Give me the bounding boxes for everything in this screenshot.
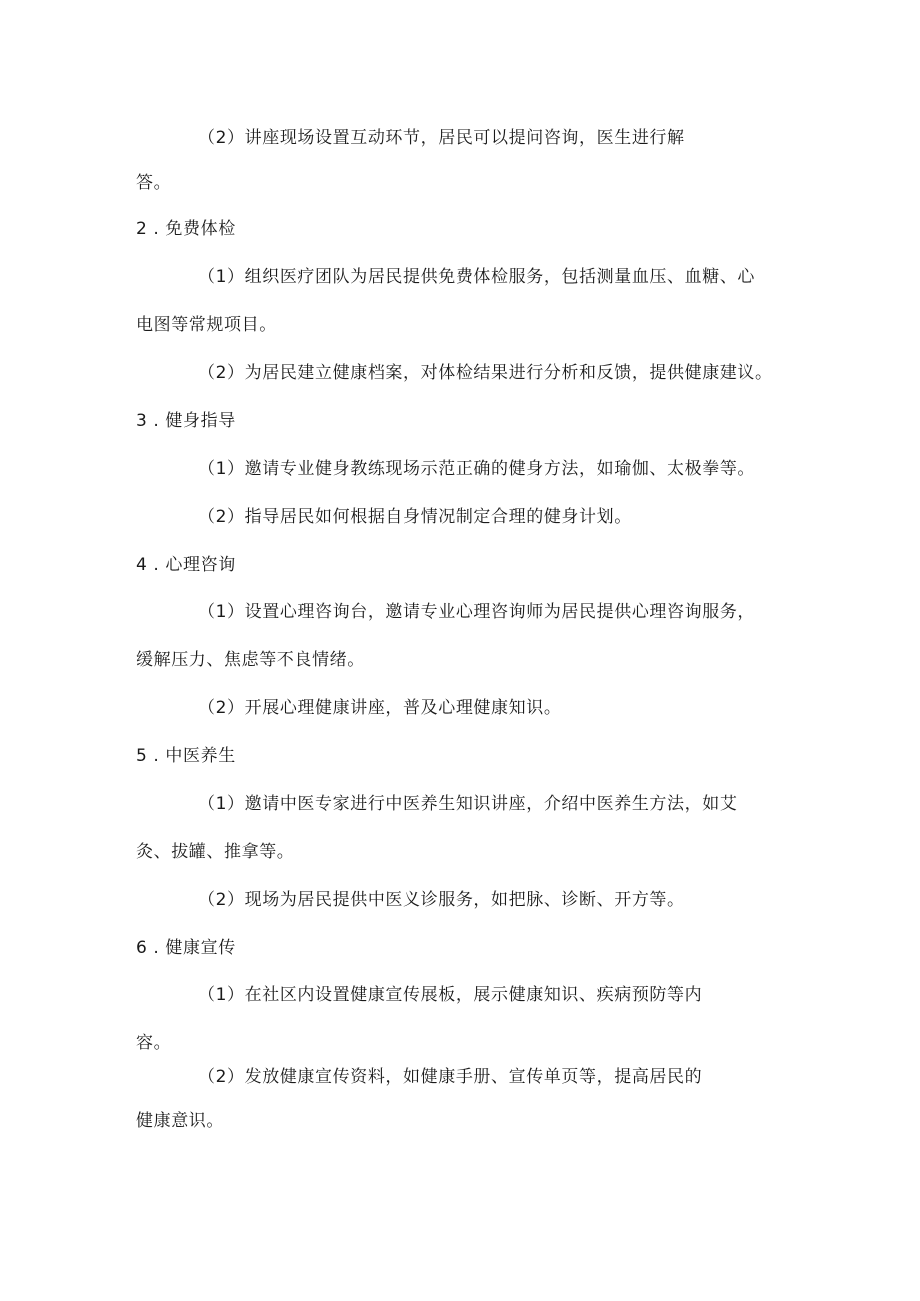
paragraph-line: （1）在社区内设置健康宣传展板，展示健康知识、疾病预防等内 — [198, 985, 703, 1005]
section-heading: 4 . 心理咨询 — [136, 555, 236, 575]
paragraph-line: （1）邀请中医专家进行中医养生知识讲座，介绍中医养生方法，如艾 — [198, 794, 738, 814]
section-heading: 2 . 免费体检 — [136, 219, 236, 239]
paragraph-line: （2）发放健康宣传资料，如健康手册、宣传单页等，提高居民的 — [198, 1067, 703, 1087]
paragraph-line: （2）开展心理健康讲座，普及心理健康知识。 — [198, 698, 562, 718]
paragraph-line: （2）指导居民如何根据自身情况制定合理的健身计划。 — [198, 507, 632, 527]
section-heading: 3 . 健身指导 — [136, 411, 236, 431]
paragraph-line: 容。 — [136, 1033, 172, 1053]
section-heading: 5 . 中医养生 — [136, 746, 236, 766]
section-heading: 6 . 健康宣传 — [136, 938, 236, 958]
paragraph-line: （1）组织医疗团队为居民提供免费体检服务，包括测量血压、血糖、心 — [198, 267, 756, 287]
paragraph-line: 健康意识。 — [136, 1111, 224, 1131]
paragraph-line: （1）设置心理咨询台，邀请专业心理咨询师为居民提供心理咨询服务， — [198, 602, 756, 622]
paragraph-line: 缓解压力、焦虑等不良情绪。 — [136, 650, 365, 670]
paragraph-line: （2）为居民建立健康档案，对体检结果进行分析和反馈，提供健康建议。 — [198, 363, 773, 383]
paragraph-line: 答。 — [136, 173, 172, 193]
paragraph-line: 电图等常规项目。 — [136, 315, 277, 335]
paragraph-line: （2）现场为居民提供中医义诊服务，如把脉、诊断、开方等。 — [198, 890, 685, 910]
paragraph-line: （1）邀请专业健身教练现场示范正确的健身方法，如瑜伽、太极拳等。 — [198, 459, 756, 479]
paragraph-line: 灸、拔罐、推拿等。 — [136, 842, 295, 862]
paragraph-line: （2）讲座现场设置互动环节，居民可以提问咨询，医生进行解 — [198, 128, 685, 148]
